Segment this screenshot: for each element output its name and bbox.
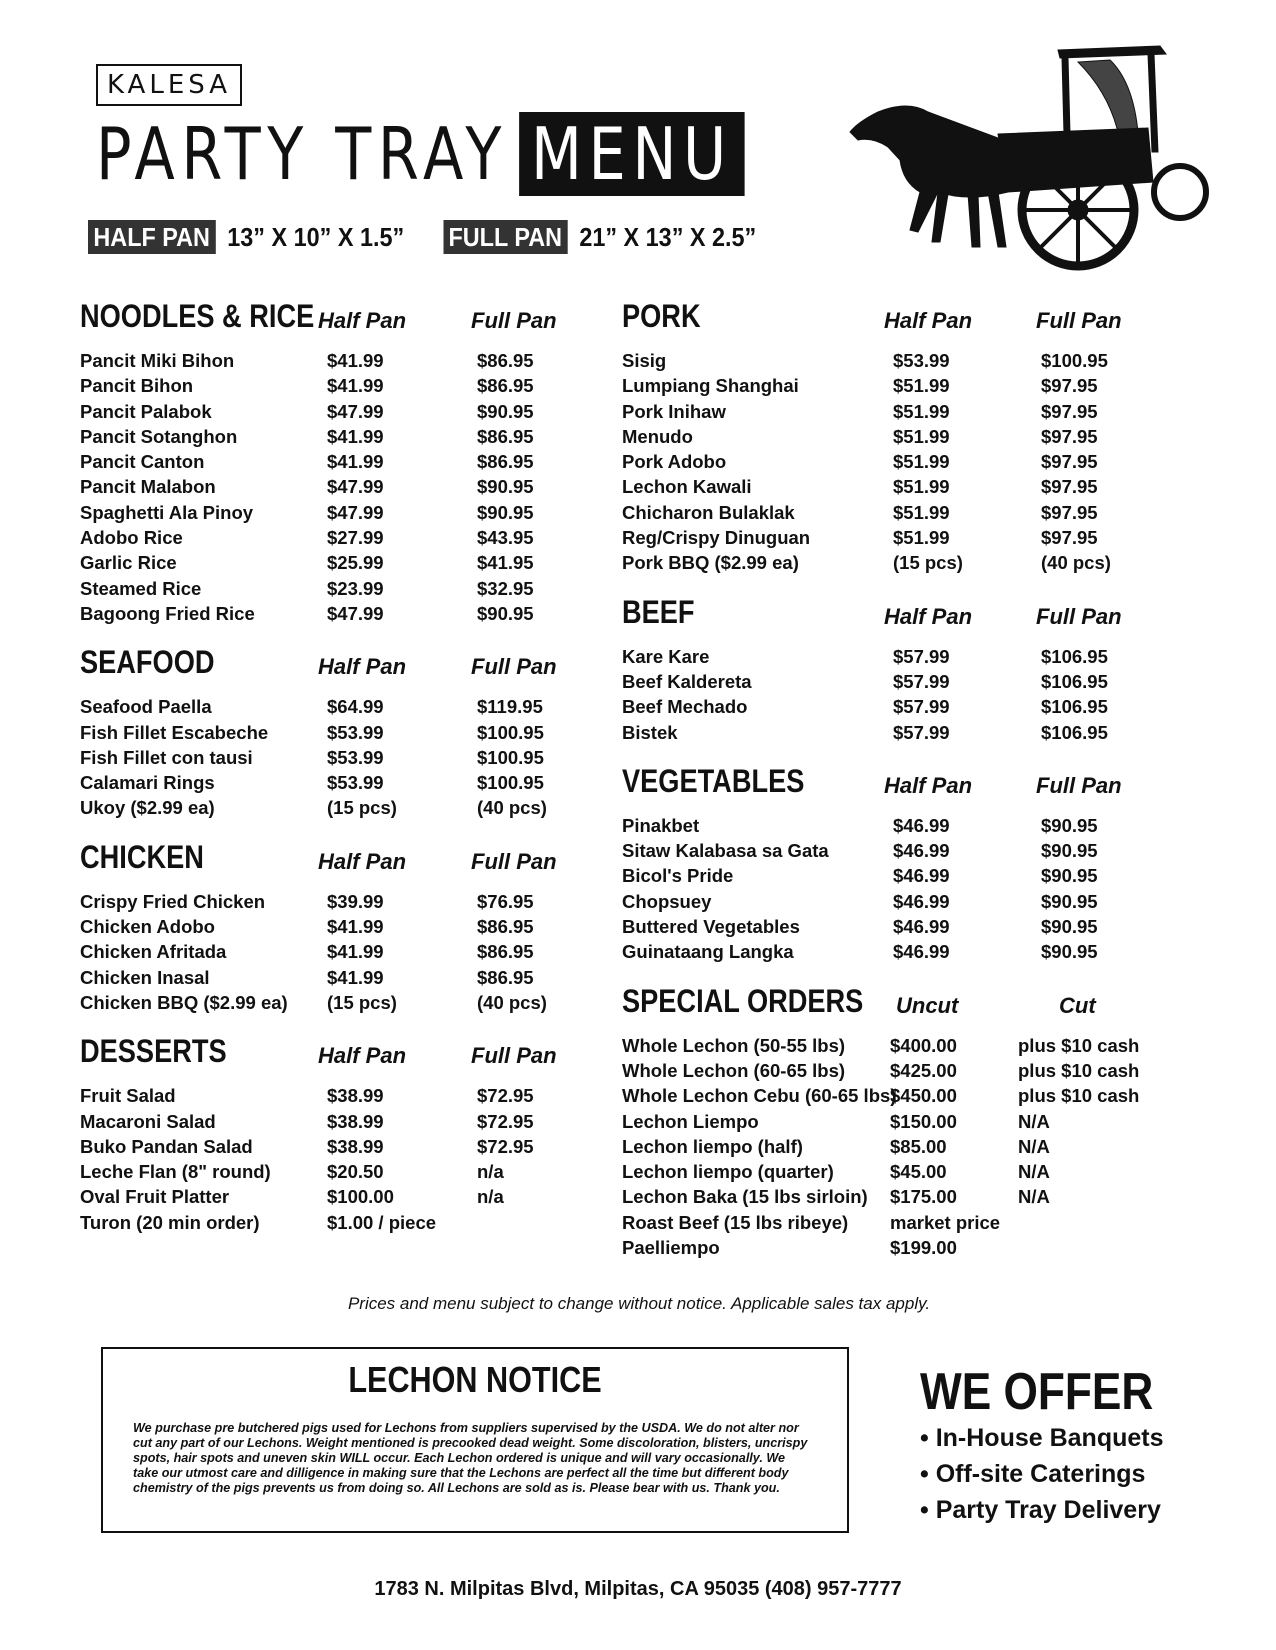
menu-item-name: Crispy Fried Chicken [80, 890, 266, 912]
menu-item-price-half: $46.99 [893, 814, 950, 836]
menu-item-row [622, 527, 1182, 552]
menu-item-price-half: $27.99 [327, 527, 384, 549]
menu-item-price-half: $51.99 [893, 451, 950, 473]
menu-item-price-full: $86.95 [477, 916, 534, 938]
menu-item-name: Beef Mechado [622, 696, 748, 718]
column-header-full: Full Pan [1036, 308, 1122, 333]
menu-item-row [80, 1085, 580, 1110]
menu-item-price-half: $38.99 [327, 1135, 384, 1157]
offer-item: • In-House Banquets [920, 1424, 1164, 1452]
menu-item-row [80, 747, 580, 772]
menu-item-row [80, 451, 580, 476]
menu-item-price-half: $47.99 [327, 501, 384, 523]
menu-item-price-full: $90.95 [477, 476, 534, 498]
menu-item-price-full: $97.95 [1041, 451, 1098, 473]
menu-item-price-full: $43.95 [477, 527, 534, 549]
column-header-half: Half Pan [318, 848, 407, 874]
menu-item-price-half: $150.00 [890, 1110, 957, 1132]
menu-item-row [622, 476, 1182, 501]
menu-item-row [622, 1161, 1182, 1186]
menu-item-name: Buko Pandan Salad [80, 1135, 253, 1157]
menu-item-row [622, 350, 1182, 375]
section-header [622, 594, 1182, 646]
we-offer-panel [920, 1362, 1250, 1532]
menu-item-name: Lechon Kawali [622, 476, 752, 498]
menu-item-price-full: $106.95 [1041, 670, 1108, 692]
offer-item: • Party Tray Delivery [920, 1496, 1161, 1524]
menu-item-price-half: $57.99 [893, 645, 950, 667]
menu-item-price-half: $57.99 [893, 696, 950, 718]
menu-item-price-half: $47.99 [327, 400, 384, 422]
menu-item-name: Pork BBQ ($2.99 ea) [622, 552, 799, 574]
menu-item-price-full: $106.95 [1041, 645, 1108, 667]
section-title: VEGETABLES [622, 762, 805, 799]
menu-item-name: Oval Fruit Platter [80, 1186, 230, 1208]
menu-item-price-half: (15 pcs) [893, 552, 963, 574]
menu-item-price-full: $90.95 [1041, 890, 1098, 912]
column-header-half: Half Pan [318, 654, 407, 680]
menu-item-row [622, 916, 1182, 941]
menu-column-right [622, 298, 1182, 1278]
menu-item-name: Reg/Crispy Dinuguan [622, 527, 811, 549]
menu-item-name: Whole Lechon (50-55 lbs) [622, 1034, 846, 1056]
menu-item-row [622, 891, 1182, 916]
horse-carriage-illustration [848, 42, 1218, 272]
menu-item-price-half: $47.99 [327, 476, 384, 498]
menu-item-name: Pancit Miki Bihon [80, 350, 235, 371]
menu-item-price-full: plus $10 cash [1018, 1059, 1140, 1081]
menu-item-price-full: $86.95 [477, 350, 534, 371]
menu-item-price-half: $23.99 [327, 577, 384, 599]
menu-item-name: Pancit Palabok [80, 400, 212, 422]
menu-item-row [622, 941, 1182, 966]
menu-item-price-half: $51.99 [893, 375, 950, 397]
menu-item-price-half: $57.99 [893, 721, 950, 743]
menu-item-price-half: $450.00 [890, 1085, 957, 1107]
section-title: BEEF [622, 593, 695, 630]
menu-item-price-full: $76.95 [477, 890, 534, 912]
price-disclaimer: Prices and menu subject to change without notice. Applicable sales tax apply. [347, 1294, 931, 1313]
full-pan-dims: 21” X 13” X 2.5” [579, 222, 757, 252]
menu-item-price-full: $97.95 [1041, 476, 1098, 498]
menu-item-row [80, 1161, 580, 1186]
brand-logo: KALESA [96, 64, 242, 106]
section-spacer [80, 1017, 580, 1033]
menu-item-row [622, 1085, 1182, 1110]
menu-item-price-full: $32.95 [477, 577, 534, 599]
menu-item-price-full: $90.95 [1041, 865, 1098, 887]
section-spacer [622, 578, 1182, 594]
menu-item-price-half: $41.99 [327, 966, 384, 988]
menu-item-price-half: $64.99 [327, 696, 384, 718]
menu-item-name: Sisig [622, 350, 667, 371]
lechon-notice-box [101, 1347, 849, 1533]
menu-item-row [80, 426, 580, 451]
menu-item-price-full: (40 pcs) [477, 991, 547, 1013]
menu-item-price-full: plus $10 cash [1018, 1034, 1140, 1056]
menu-item-name: Chicken Afritada [80, 941, 227, 963]
column-header-full: Cut [1059, 992, 1096, 1018]
menu-item-price-half: $20.50 [327, 1161, 384, 1183]
section-title: SPECIAL ORDERS [622, 982, 864, 1019]
menu-item-price-full: $100.95 [477, 746, 544, 768]
menu-item-price-half: $100.00 [327, 1186, 394, 1208]
menu-item-price-half: $46.99 [893, 865, 950, 887]
column-header-full: Full Pan [471, 654, 557, 680]
menu-item-name: Ukoy ($2.99 ea) [80, 797, 215, 819]
menu-item-price-full: $90.95 [477, 501, 534, 523]
menu-item-name: Lumpiang Shanghai [622, 375, 799, 397]
menu-item-price-half: $46.99 [893, 890, 950, 912]
menu-item-price-half: $47.99 [327, 602, 384, 624]
menu-item-name: Bistek [622, 721, 678, 743]
menu-item-price-half: $51.99 [893, 527, 950, 549]
menu-item-price-full: $106.95 [1041, 721, 1108, 743]
menu-item-name: Pancit Malabon [80, 476, 216, 498]
menu-item-price-half: $53.99 [327, 721, 384, 743]
menu-item-row [80, 1212, 580, 1237]
menu-item-price-full: N/A [1018, 1186, 1050, 1208]
menu-item-price-half: (15 pcs) [327, 797, 397, 819]
menu-item-name: Kare Kare [622, 645, 710, 667]
menu-item-row [622, 401, 1182, 426]
menu-item-row [80, 891, 580, 916]
menu-item-price-full: $86.95 [477, 451, 534, 473]
menu-item-name: Lechon Liempo [622, 1110, 759, 1132]
menu-item-name: Fish Fillet Escabeche [80, 721, 269, 743]
column-header-full: Full Pan [1036, 603, 1122, 629]
menu-item-price-half: $51.99 [893, 501, 950, 523]
menu-item-price-half: $53.99 [327, 746, 384, 768]
menu-item-price-full: $100.95 [1041, 350, 1108, 371]
menu-item-row [80, 350, 580, 375]
menu-item-price-half: $400.00 [890, 1034, 957, 1056]
column-header-full: Full Pan [1036, 772, 1122, 798]
menu-item-row [80, 772, 580, 797]
menu-item-price-full: $86.95 [477, 425, 534, 447]
menu-item-row [80, 578, 580, 603]
menu-item-name: Seafood Paella [80, 696, 212, 718]
menu-item-row [622, 426, 1182, 451]
menu-item-price-full: plus $10 cash [1018, 1085, 1140, 1107]
menu-item-name: Lechon liempo (quarter) [622, 1161, 834, 1183]
menu-item-price-full: $97.95 [1041, 527, 1098, 549]
menu-item-price-half: $199.00 [890, 1237, 957, 1259]
menu-item-row [622, 865, 1182, 890]
menu-item-row [622, 552, 1182, 577]
menu-item-row [622, 1237, 1182, 1262]
section-title: PORK [622, 298, 701, 334]
menu-item-price-full: $86.95 [477, 966, 534, 988]
menu-item-row [80, 603, 580, 628]
menu-item-row [80, 401, 580, 426]
column-header-half: Half Pan [318, 1043, 407, 1069]
menu-item-name: Steamed Rice [80, 577, 202, 599]
menu-item-price-full: $72.95 [477, 1085, 534, 1107]
section-header [80, 298, 580, 350]
section-spacer [80, 628, 580, 644]
menu-item-price-half: $45.00 [890, 1161, 947, 1183]
menu-item-name: Chicharon Bulaklak [622, 501, 795, 523]
menu-item-name: Pinakbet [622, 814, 700, 836]
menu-item-price-half: $175.00 [890, 1186, 957, 1208]
menu-item-price-half: $41.99 [327, 425, 384, 447]
menu-item-price-half: $57.99 [893, 670, 950, 692]
menu-item-price-half: $53.99 [893, 350, 950, 371]
lechon-notice-title: LECHON NOTICE [348, 1359, 602, 1400]
menu-item-price-half: market price [890, 1211, 1001, 1233]
menu-item-name: Chicken Inasal [80, 966, 210, 988]
section-spacer [80, 1237, 580, 1253]
menu-item-price-full: $97.95 [1041, 425, 1098, 447]
menu-item-price-full: $100.95 [477, 721, 544, 743]
menu-item-name: Whole Lechon (60-65 lbs) [622, 1059, 846, 1081]
menu-item-row [80, 527, 580, 552]
menu-item-name: Menudo [622, 425, 693, 447]
column-header-full: Full Pan [471, 308, 557, 333]
menu-item-name: Fruit Salad [80, 1085, 176, 1107]
menu-item-row [80, 1111, 580, 1136]
menu-item-name: Bagoong Fried Rice [80, 602, 255, 624]
menu-item-price-full: (40 pcs) [477, 797, 547, 819]
full-pan-label: FULL PAN [443, 220, 567, 254]
menu-item-name: Lechon liempo (half) [622, 1135, 803, 1157]
column-header-half: Uncut [896, 992, 959, 1018]
menu-item-row [622, 1060, 1182, 1085]
menu-item-row [622, 840, 1182, 865]
menu-item-name: Guinataang Langka [622, 941, 794, 963]
menu-item-price-half: $41.99 [327, 916, 384, 938]
menu-item-price-full: $97.95 [1041, 501, 1098, 523]
menu-item-price-half: $41.99 [327, 350, 384, 371]
column-header-half: Half Pan [884, 603, 973, 629]
section-title: SEAFOOD [80, 644, 215, 681]
we-offer-title: WE OFFER [920, 1363, 1154, 1421]
menu-item-name: Pancit Bihon [80, 375, 194, 397]
menu-item-row [622, 502, 1182, 527]
menu-item-price-half: $425.00 [890, 1059, 957, 1081]
menu-item-price-half: (15 pcs) [327, 991, 397, 1013]
column-header-half: Half Pan [884, 772, 973, 798]
menu-item-row [622, 1136, 1182, 1161]
menu-item-name: Buttered Vegetables [622, 916, 800, 938]
menu-item-price-half: $38.99 [327, 1085, 384, 1107]
menu-item-price-half: $46.99 [893, 916, 950, 938]
menu-item-row [622, 696, 1182, 721]
section-header [622, 983, 1182, 1035]
menu-item-price-half: $53.99 [327, 772, 384, 794]
menu-item-price-full: $90.95 [1041, 814, 1098, 836]
menu-item-name: Calamari Rings [80, 772, 215, 794]
menu-item-name: Whole Lechon Cebu (60-65 lbs) [622, 1085, 897, 1107]
title-menu: MENU [519, 112, 744, 196]
menu-item-name: Beef Kaldereta [622, 670, 752, 692]
title-party-tray: PARTY TRAY [96, 112, 508, 196]
menu-item-name: Chopsuey [622, 890, 712, 912]
menu-item-price-full: N/A [1018, 1110, 1050, 1132]
menu-item-name: Sitaw Kalabasa sa Gata [622, 840, 829, 862]
section-header [622, 298, 1182, 350]
menu-item-price-full: $90.95 [1041, 941, 1098, 963]
menu-item-row [80, 797, 580, 822]
menu-item-row [80, 722, 580, 747]
menu-item-row [622, 815, 1182, 840]
menu-item-row [80, 476, 580, 501]
menu-item-row [80, 696, 580, 721]
section-header [80, 839, 580, 891]
menu-item-price-half: $46.99 [893, 840, 950, 862]
menu-item-row [622, 1186, 1182, 1211]
menu-item-name: Lechon Baka (15 lbs sirloin) [622, 1186, 868, 1208]
menu-item-price-half: $41.99 [327, 451, 384, 473]
column-header-full: Full Pan [471, 848, 557, 874]
menu-item-price-full: $119.95 [477, 696, 543, 718]
section-spacer [80, 823, 580, 839]
menu-item-row [80, 941, 580, 966]
section-spacer [622, 1262, 1182, 1278]
menu-item-price-full: $72.95 [477, 1110, 534, 1132]
menu-item-price-full: n/a [477, 1161, 504, 1183]
pan-sizes [88, 222, 789, 253]
address-phone-footer: 1783 N. Milpitas Blvd, Milpitas, CA 95035 (408) 957-7777 [374, 1578, 902, 1600]
menu-item-row [622, 671, 1182, 696]
menu-item-name: Garlic Rice [80, 552, 177, 574]
menu-item-row [622, 451, 1182, 476]
menu-item-price-half: $51.99 [893, 425, 950, 447]
menu-item-row [622, 1035, 1182, 1060]
section-title: CHICKEN [80, 838, 204, 875]
menu-item-price-half: $25.99 [327, 552, 384, 574]
menu-item-name: Bicol's Pride [622, 865, 734, 887]
menu-item-name: Fish Fillet con tausi [80, 746, 253, 768]
menu-item-name: Chicken BBQ ($2.99 ea) [80, 991, 288, 1013]
menu-item-row [80, 502, 580, 527]
menu-item-row [80, 916, 580, 941]
menu-item-price-half: $41.99 [327, 941, 384, 963]
menu-item-price-full: (40 pcs) [1041, 552, 1111, 574]
menu-item-name: Spaghetti Ala Pinoy [80, 501, 254, 523]
menu-item-price-full: $97.95 [1041, 400, 1098, 422]
lechon-notice-text: We purchase pre butchered pigs used for Lechons from suppliers supervised by the USDA. We do not alter nor cut any part of our Lechons. Weight mentioned is precooked dead weight. Some discoloration, blisters, uncrispy spots, hair spots and uneven skin WILL occur. Each Lechon ordered is unique and will vary occasionally. We take our utmost care and dilligence in making sure that the Lechons are perfect all the time but different body chemistry of the pigs prevents us from doing so. All Lechons are sold as is. Please bear with us. Thank you. [133, 1421, 808, 1495]
menu-item-price-full: $90.95 [1041, 840, 1098, 862]
menu-item-name: Pork Inihaw [622, 400, 726, 422]
menu-item-row [80, 552, 580, 577]
menu-item-name: Macaroni Salad [80, 1110, 216, 1132]
menu-item-name: Pancit Sotanghon [80, 425, 238, 447]
column-header-full: Full Pan [471, 1043, 557, 1069]
menu-item-price-full: $106.95 [1041, 696, 1108, 718]
menu-item-price-full: $72.95 [477, 1135, 534, 1157]
column-header-half: Half Pan [884, 308, 973, 333]
menu-item-row [622, 375, 1182, 400]
menu-item-price-full: $97.95 [1041, 375, 1098, 397]
section-header [622, 763, 1182, 815]
menu-item-price-full: $86.95 [477, 941, 534, 963]
half-pan-label: HALF PAN [88, 220, 215, 254]
menu-item-price-half: $85.00 [890, 1135, 947, 1157]
section-title: NOODLES & RICE [80, 298, 315, 334]
column-header-half: Half Pan [318, 308, 407, 333]
menu-item-row [80, 1136, 580, 1161]
section-header [80, 1033, 580, 1085]
offer-item: • Off-site Caterings [920, 1460, 1146, 1488]
section-spacer [622, 967, 1182, 983]
menu-item-price-half: $51.99 [893, 400, 950, 422]
menu-column-left [80, 298, 580, 1253]
menu-item-row [622, 1212, 1182, 1237]
menu-item-row [80, 375, 580, 400]
menu-item-row [622, 646, 1182, 671]
section-header [80, 644, 580, 696]
menu-item-name: Roast Beef (15 lbs ribeye) [622, 1211, 849, 1233]
menu-item-row [80, 992, 580, 1017]
page-title [96, 112, 744, 196]
menu-item-price-full: n/a [477, 1186, 504, 1208]
half-pan-dims: 13” X 10” X 1.5” [227, 222, 405, 252]
menu-item-name: Pancit Canton [80, 451, 205, 473]
menu-item-price-full: N/A [1018, 1135, 1050, 1157]
menu-item-price-full: $100.95 [477, 772, 544, 794]
menu-item-row [80, 967, 580, 992]
menu-item-price-full: $90.95 [1041, 916, 1098, 938]
menu-item-name: Leche Flan (8" round) [80, 1161, 271, 1183]
menu-item-price-half: $1.00 / piece [327, 1211, 437, 1233]
menu-item-row [622, 722, 1182, 747]
menu-item-price-full: $90.95 [477, 400, 534, 422]
menu-item-price-full: $90.95 [477, 602, 534, 624]
menu-item-name: Pork Adobo [622, 451, 727, 473]
menu-item-name: Turon (20 min order) [80, 1211, 260, 1233]
menu-item-row [622, 1111, 1182, 1136]
menu-item-price-full: N/A [1018, 1161, 1050, 1183]
menu-item-price-half: $46.99 [893, 941, 950, 963]
menu-item-price-full: $86.95 [477, 375, 534, 397]
menu-item-row [80, 1186, 580, 1211]
menu-item-price-half: $38.99 [327, 1110, 384, 1132]
menu-item-price-half: $41.99 [327, 375, 384, 397]
menu-item-name: Chicken Adobo [80, 916, 215, 938]
menu-item-name: Paelliempo [622, 1237, 720, 1259]
menu-item-price-full: $41.95 [477, 552, 534, 574]
menu-item-price-half: $51.99 [893, 476, 950, 498]
menu-item-name: Adobo Rice [80, 527, 183, 549]
section-title: DESSERTS [80, 1033, 227, 1070]
section-spacer [622, 747, 1182, 763]
menu-item-price-half: $39.99 [327, 890, 384, 912]
